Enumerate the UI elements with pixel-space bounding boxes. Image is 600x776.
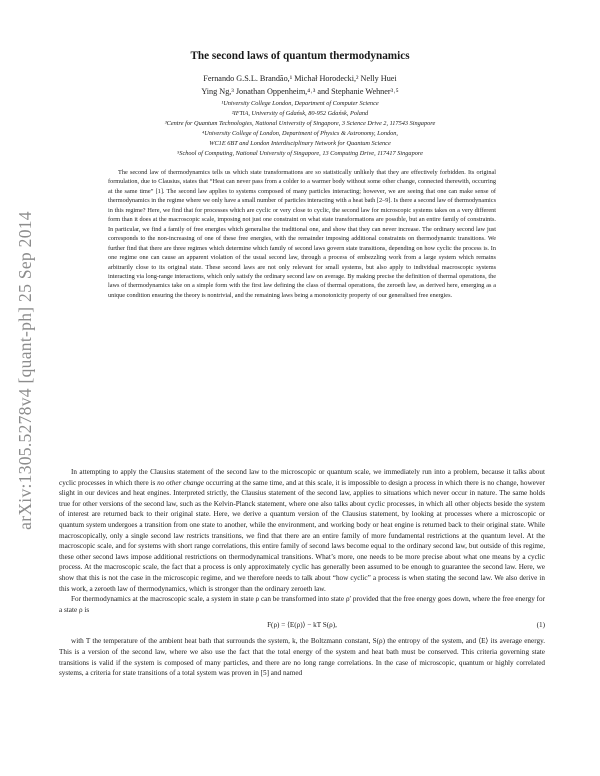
body-paragraph: with T the temperature of the ambient heat bath that surrounds the system, k, the Boltzmann constant, S(ρ) the entropy of the system, and ⟨E⟩ its average energy. This is a version of the second law, where we also use the fact that the total energy of the system and heat bath must be conserved. This criteria governing state transitions is valid if the system is composed of many particles, and there are no long range correlations. In the case of microscopic, quantum or highly correlated systems, a criteria for state transitions of a total system was proven in [5] and named (59, 637, 545, 678)
author-list (60, 73, 540, 98)
main-body (59, 467, 545, 679)
equation-expression: F(ρ) = ⟨E(ρ)⟩ − kT S(ρ), (267, 621, 337, 630)
affiliation: WC1E 6BT and London Interdisciplinary Network for Quantum Science (209, 139, 391, 147)
paragraph-text: occurring at the same time, and at this scale, it is impossible to design a process in which there is no change, however slight in our devices and heat engines. Interpreted strictly, the Clausius statement of the second law, applies to situations which never occur in nature. The same holds true for other versions of the second law, such as the Kelvin-Planck statement, where one also talks about cyclic processes, in which all other objects beside the system of interest are returned back to their original state. Here, we derive a quantum version of the Clausius statement, by looking at processes where a microscopic or quantum system undergoes a transition from one state to another, while the environment, and working body or heat engine is returned back to their original state. While macroscopically, only a single second law restricts transitions, we find that there are an entire family of more fundamental restrictions at the quantum level. At the macroscopic scale, and for systems with short range correlations, this entire family of second laws become equal to the ordinary second law, but outside of this regime, these other second laws impose additional restrictions on thermodynamical transitions. What’s more, one needs to be more precise about what one means by a cyclic process. At the macroscopic scale, the fact that a process is only approximately cyclic has generally been assumed to be enough to guarantee the second law. Here, we show that this is not the case in the microscopic regime, and we therefore needs to talk about “how cyclic” a process is when stating the second law. We also derive in this work, a zeroeth law of thermodynamics, which is stronger than the ordinary zeroeth law. (59, 478, 545, 593)
paragraph-text: In attempting to apply the Clausius statement of the second law to the microscopic or quantum scale, we immediately run into a problem, because it talks about cyclic processes in which there is (59, 468, 545, 487)
body-paragraph: For thermodynamics at the macroscopic scale, a system in state ρ can be transformed into state ρ′ provided that the free energy goes down, where the free energy for a state ρ is (59, 595, 545, 614)
equation-free-energy (59, 619, 545, 632)
arxiv-identifier-stamp (14, 155, 36, 585)
abstract: The second law of thermodynamics tells us which state transformations are so statistically unlikely that they are effectively forbidden. Its original formulation, due to Clausius, states that “Heat can never pass from a colder to a warmer body without some other change, connected therewith, occurring at the same time” [1]. The second law applies to systems composed of many particles interacting; however, we are seeing that one can make sense of thermodynamics in the regime where we only have a small number of particles interacting with a heat bath [2–9]. Is there a second law of thermodynamics in this regime? Here, we find that for processes which are cyclic or very close to cyclic, the second law for microscopic systems takes on a very different form than it does at the macroscopic scale, imposing not just one constraint on what state transformations are possible, but an entire family of constraints. In particular, we find a family of free energies which generalise the traditional one, and show that they can never increase. The ordinary second law just corresponds to the non-increasing of one of these free energies, with the remainder imposing additional constraints on thermodynamic transitions. We further find that there are three regimes which determine which family of second laws govern state transitions, depending on how cyclic the process is. In one regime one can cause an apparent violation of the usual second law, through a process of embezzling work from a large system which remains arbitrarily close to its original state. These second laws are not only relevant for small systems, but also apply to individual macroscopic systems interacting via long-range interactions, which only satisfy the ordinary second law on average. By making precise the definition of thermal operations, the laws of thermodynamics take on a simple form with the first law defining the class of thermal operations, the zeroeth law, as derived here, emerging as a unique condition ensuring the theory is nontrivial, and the remaining laws being a monotonicity property of our generalised free energies. (108, 169, 496, 299)
affiliation: ⁵School of Computing, National University of Singapore, 13 Computing Drive, 117417 Singapore (177, 149, 423, 157)
author-line: Ying Ng,³ Jonathan Oppenheim,⁴˒³ and Stephanie Wehner³˒⁵ (201, 86, 399, 96)
affiliation-list (40, 99, 560, 158)
emphasized-text: no other change (157, 478, 204, 487)
affiliation: ⁴University College of London, Department of Physics & Astronomy, London, (202, 129, 398, 137)
affiliation: ²IFTiA, University of Gdańsk, 80-952 Gdańsk, Poland (231, 109, 369, 117)
body-paragraph (59, 467, 545, 594)
affiliation: ³Centre for Quantum Technologies, National University of Singapore, 3 Science Drive 2, 117543 Singapore (164, 119, 436, 127)
equation-number: (1) (536, 621, 545, 630)
affiliation: ¹University College London, Department of Computer Science (221, 100, 379, 107)
arxiv-identifier-text: arXiv:1305.5278v4 [quant-ph] 25 Sep 2014 (14, 210, 35, 530)
paper-title: The second laws of quantum thermodynamics (190, 50, 410, 62)
author-line: Fernando G.S.L. Brandão,¹ Michał Horodecki,² Nelly Huei (203, 74, 397, 83)
